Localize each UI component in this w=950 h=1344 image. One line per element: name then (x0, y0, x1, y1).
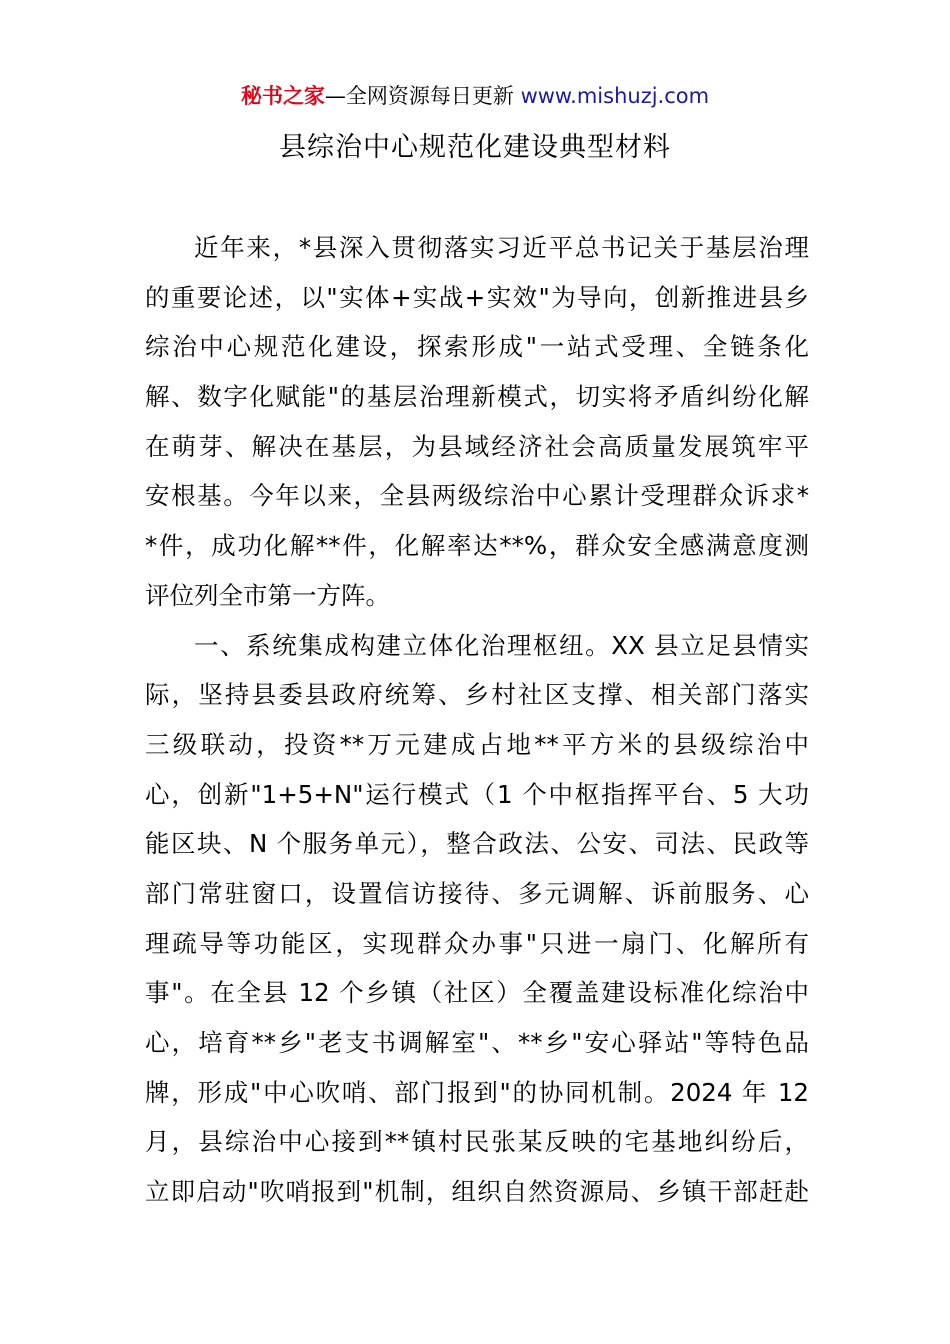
paragraph-line: 近年来，*县深入贯彻落实习近平总书记关于基层治理 (194, 233, 809, 262)
paragraph-line: 能区块、N 个服务单元），整合政法、公安、司法、民政等 (145, 829, 809, 859)
document-title: 县综治中心规范化建设典型材料 (279, 132, 671, 163)
paragraph-intro (145, 223, 809, 621)
paragraph-line: 的重要论述，以"实体+实战+实效"为导向，创新推进县乡 (145, 282, 809, 312)
paragraph-line: 评位列全市第一方阵。 (145, 580, 390, 610)
paragraph-section-one (145, 621, 809, 1217)
paragraph-line: 三级联动，投资**万元建成占地**平方米的县级综治中 (145, 729, 809, 759)
paragraph-line: 际，坚持县委县政府统筹、乡村社区支撑、相关部门落实 (145, 680, 809, 710)
paragraph-line: 在萌芽、解决在基层，为县域经济社会高质量发展筑牢平 (145, 431, 809, 461)
document-body (145, 223, 809, 1217)
paragraph-line: 牌，形成"中心吹哨、部门报到"的协同机制。2024 年 12 (145, 1077, 809, 1107)
site-url-link[interactable]: www.mishuzj.com (520, 84, 710, 108)
paragraph-line: 一、系统集成构建立体化治理枢纽。XX 县立足县情实 (194, 630, 809, 660)
site-tagline: —全网资源每日更新 (324, 84, 521, 108)
paragraph-line: 心，培育**乡"老支书调解室"、**乡"安心驿站"等特色品 (145, 1028, 809, 1057)
paragraph-line: 解、数字化赋能"的基层治理新模式，切实将矛盾纠纷化解 (145, 382, 809, 412)
brand-name: 秘书之家 (240, 84, 325, 108)
paragraph-line: 心，创新"1+5+N"运行模式（1 个中枢指挥平台、5 大功 (145, 779, 809, 809)
paragraph-line: *件，成功化解**件，化解率达**%，群众安全感满意度测 (145, 531, 809, 561)
paragraph-line: 部门常驻窗口，设置信访接待、多元调解、诉前服务、心 (145, 878, 809, 908)
paragraph-line: 综治中心规范化建设，探索形成"一站式受理、全链条化 (145, 332, 809, 362)
paragraph-line: 立即启动"吹哨报到"机制，组织自然资源局、乡镇干部赶赴 (145, 1177, 809, 1207)
paragraph-line: 安根基。今年以来，全县两级综治中心累计受理群众诉求* (145, 481, 809, 511)
paragraph-line: 事"。在全县 12 个乡镇（社区）全覆盖建设标准化综治中 (145, 978, 809, 1008)
site-header (0, 80, 950, 112)
paragraph-line: 月，县综治中心接到**镇村民张某反映的宅基地纠纷后， (145, 1127, 809, 1157)
paragraph-line: 理疏导等功能区，实现群众办事"只进一扇门、化解所有 (145, 928, 809, 958)
